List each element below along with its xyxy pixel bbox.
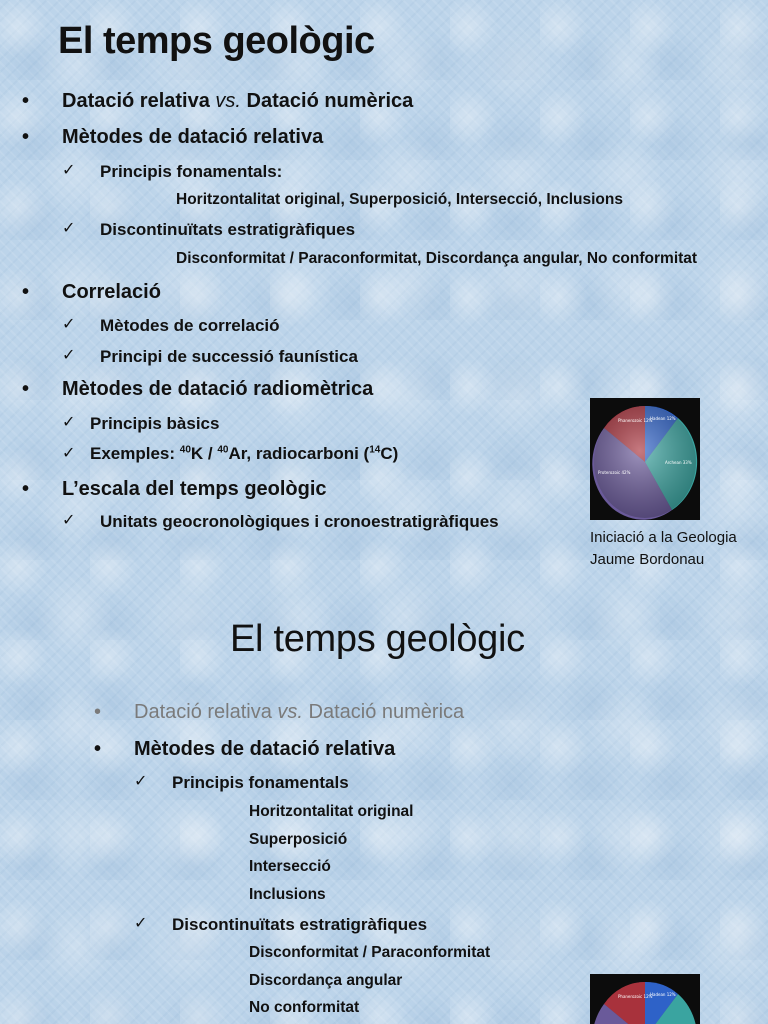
- sub-item: Discontinuïtats estratigràfiques: [172, 915, 428, 934]
- pie-label-archean: Archean 33%: [665, 460, 692, 465]
- checkmark-icon: ✓: [134, 773, 148, 790]
- sub-sub-item: Horitzontalitat original: [249, 803, 414, 820]
- bullet-icon: •: [94, 738, 102, 760]
- sub-item: Principis fonamentals:: [100, 162, 283, 181]
- bullet-icon: •: [22, 126, 30, 148]
- sub-sub-item: Discordança angular: [249, 972, 403, 989]
- bullet-item: Mètodes de datació relativa: [134, 738, 396, 760]
- geologic-time-pie-thumbnail: [590, 398, 700, 520]
- checkmark-icon: ✓: [134, 915, 148, 932]
- checkmark-icon: ✓: [62, 414, 76, 431]
- sub-item: Exemples: $^{40}$K / $^{40}$Ar, radiocarboni ($^{14}$C): [90, 444, 399, 463]
- checkmark-icon: ✓: [62, 162, 76, 179]
- pie-label-hadean: Hadean 12%: [650, 416, 676, 421]
- sub-sub-item: Intersecció: [249, 858, 331, 875]
- pie-label-phanerozoic: Phanerozoic 12%: [618, 418, 653, 423]
- bullet-item: Mètodes de datació radiomètrica: [62, 378, 374, 400]
- slide-title: El temps geològic: [230, 618, 525, 660]
- sub-sub-item: No conformitat: [249, 999, 360, 1016]
- geologic-time-pie-thumbnail: [590, 974, 700, 1024]
- pie-chart-image: [590, 974, 700, 1024]
- sub-item: Principis bàsics: [90, 414, 220, 433]
- pie-chart-image: [590, 398, 700, 520]
- bullet-item: L’escala del temps geològic: [62, 478, 327, 500]
- checkmark-icon: ✓: [62, 445, 76, 462]
- bullet-item: Correlació: [62, 281, 161, 303]
- checkmark-icon: ✓: [62, 512, 76, 529]
- bullet-icon: •: [22, 378, 30, 400]
- credit-line-1: Iniciació a la Geologia: [590, 529, 737, 546]
- sub-item: Principis fonamentals: [172, 773, 349, 792]
- slide-2: [0, 512, 768, 1024]
- bullet-icon: •: [22, 90, 30, 112]
- bullet-icon: •: [22, 281, 30, 303]
- sub-item: Discontinuïtats estratigràfiques: [100, 220, 356, 239]
- sub-sub-item: Disconformitat / Paraconformitat, Discordança angular, No conformitat: [176, 250, 698, 267]
- sub-sub-item: Disconformitat / Paraconformitat: [249, 944, 491, 961]
- bullet-icon: •: [94, 701, 102, 723]
- pie-label-phanerozoic: Phanerozoic 12%: [618, 994, 653, 999]
- slide-title: El temps geològic: [58, 20, 375, 62]
- sub-item: Unitats geocronològiques i cronoestratigràfiques: [100, 512, 499, 531]
- sub-sub-item: Horitzontalitat original, Superposició, Intersecció, Inclusions: [176, 191, 623, 208]
- checkmark-icon: ✓: [62, 316, 76, 333]
- bullet-icon: •: [22, 478, 30, 500]
- sub-item: Mètodes de correlació: [100, 316, 280, 335]
- sub-item: Principi de successió faunística: [100, 347, 358, 366]
- pie-label-proterozoic: Proterozoic 42%: [598, 470, 631, 475]
- checkmark-icon: ✓: [62, 220, 76, 237]
- sub-sub-item: Inclusions: [249, 886, 326, 903]
- pie-label-hadean: Hadean 12%: [650, 992, 676, 997]
- credit-line-2: Jaume Bordonau: [590, 551, 705, 568]
- bullet-item: Mètodes de datació relativa: [62, 126, 324, 148]
- sub-sub-item: Superposició: [249, 831, 348, 848]
- checkmark-icon: ✓: [62, 347, 76, 364]
- bullet-item: Datació relativa vs. Datació numèrica: [62, 90, 414, 112]
- bullet-item-dimmed: Datació relativa vs. Datació numèrica: [134, 701, 465, 723]
